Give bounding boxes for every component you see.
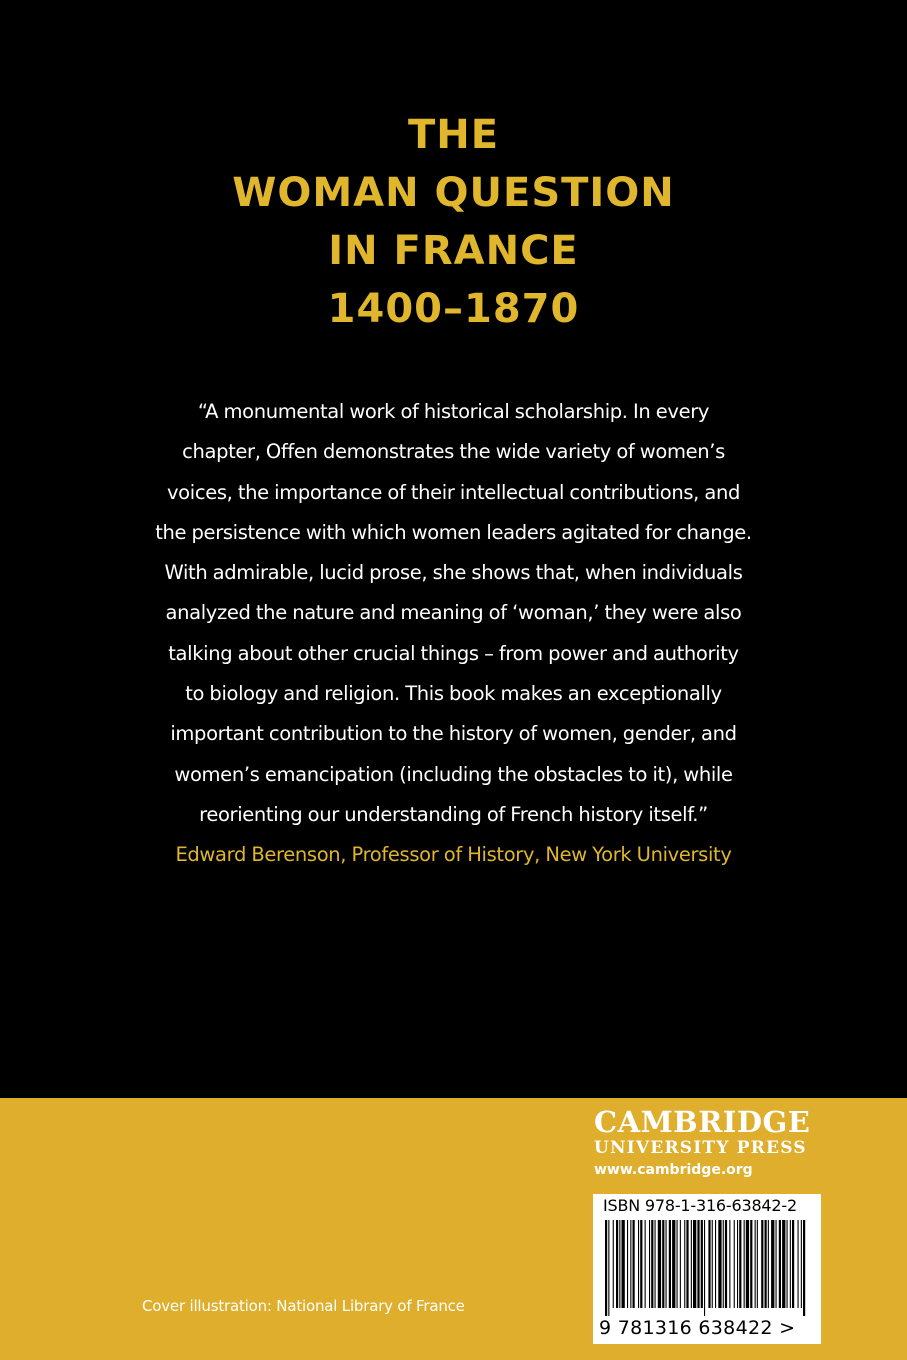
barcode-bar — [768, 1220, 769, 1308]
barcode-bar — [613, 1220, 614, 1308]
barcode-bar — [771, 1220, 774, 1308]
barcode-bar — [691, 1220, 692, 1308]
barcode-bar — [715, 1220, 716, 1308]
barcode-bar — [729, 1220, 730, 1308]
quote-line: analyzed the nature and meaning of ‘woman,’ they were also — [165, 601, 742, 625]
barcode-bar — [684, 1220, 685, 1308]
publisher-logo — [594, 1106, 824, 1182]
quote-line: important contribution to the history of women, gender, and — [170, 722, 737, 746]
barcode-bar — [801, 1220, 802, 1308]
barcode-bar — [697, 1220, 699, 1308]
barcode-bar — [782, 1220, 785, 1308]
barcode-bar — [686, 1220, 688, 1308]
barcode-bar — [627, 1220, 628, 1308]
title-years: 1400–1870 — [327, 286, 580, 332]
barcode-bar — [672, 1220, 675, 1308]
barcode-bar — [712, 1220, 713, 1308]
quote-line: “A monumental work of historical scholarship. In every — [197, 400, 710, 423]
barcode-digits: 9 781316 638422 > — [599, 1317, 796, 1339]
barcode-bar — [723, 1220, 724, 1308]
barcode-bar — [737, 1220, 738, 1308]
barcode-bar — [616, 1220, 618, 1308]
barcode-bar — [693, 1220, 696, 1308]
barcode-bar — [651, 1220, 653, 1308]
barcode-bar — [803, 1220, 805, 1316]
cover-credit: Cover illustration: National Library of France — [142, 1297, 465, 1315]
barcode-bar — [640, 1220, 642, 1308]
barcode-bar — [708, 1220, 710, 1308]
barcode-bar — [677, 1220, 678, 1308]
barcode-bar — [605, 1220, 607, 1316]
quote-line: With admirable, lucid prose, she shows that, when individuals — [164, 561, 743, 585]
quote-line: talking about other crucial things – from power and authority — [168, 641, 739, 665]
quote-line: chapter, Offen demonstrates the wide variety of women’s — [182, 440, 725, 464]
barcode-bar — [750, 1220, 752, 1308]
barcode-bar — [725, 1220, 727, 1308]
barcode-bar — [622, 1220, 625, 1308]
barcode — [593, 1194, 821, 1344]
barcode-bar — [669, 1220, 671, 1308]
quote-line: voices, the importance of their intellectual contributions, and — [166, 480, 741, 504]
barcode-bar — [792, 1220, 794, 1308]
barcode-bar — [787, 1220, 788, 1308]
title-line-3: IN FRANCE — [328, 228, 579, 274]
barcode-bar — [739, 1220, 741, 1308]
barcode-bar — [765, 1220, 767, 1308]
publisher-name: CAMBRIDGE — [594, 1105, 811, 1139]
barcode-bar — [630, 1220, 631, 1308]
title-line-2: WOMAN QUESTION — [232, 170, 675, 216]
barcode-bar — [757, 1220, 758, 1308]
barcode-bar — [755, 1220, 756, 1308]
quote-line: reorienting our understanding of French history itself.” — [199, 802, 708, 826]
publisher-url: www.cambridge.org — [594, 1162, 753, 1178]
barcode-bar — [761, 1220, 763, 1308]
barcode-bar — [701, 1220, 703, 1308]
barcode-bar — [655, 1220, 656, 1308]
barcode-bar — [649, 1220, 650, 1308]
barcode-bar — [790, 1220, 791, 1308]
barcode-bar — [704, 1220, 705, 1316]
quote-line: the persistence with which women leaders agitated for change. — [155, 520, 752, 544]
title-line-1: THE — [407, 112, 500, 158]
barcode-bar — [779, 1220, 781, 1308]
barcode-bar — [662, 1220, 664, 1308]
barcode-bar — [744, 1220, 745, 1308]
barcode-bars — [601, 1220, 813, 1316]
barcode-bar — [638, 1220, 639, 1308]
quote-attribution: Edward Berenson, Professor of History, New York University — [175, 843, 732, 866]
barcode-bar — [680, 1220, 681, 1308]
quote-line: women’s emancipation (including the obstacles to it), while — [174, 762, 733, 786]
barcode-bar — [645, 1220, 646, 1308]
barcode-bar — [608, 1220, 609, 1316]
barcode-bar — [776, 1220, 777, 1308]
isbn-label: ISBN 978-1-316-63842-2 — [603, 1196, 797, 1215]
barcode-bar — [798, 1220, 799, 1308]
publisher-band — [0, 1098, 907, 1360]
barcode-bar — [734, 1220, 735, 1308]
book-title — [0, 106, 907, 338]
barcode-bar — [658, 1220, 661, 1308]
barcode-bar — [666, 1220, 667, 1308]
quote-line: to biology and religion. This book makes an exceptionally — [185, 682, 722, 706]
endorsement-quote — [118, 392, 789, 835]
publisher-subtitle: UNIVERSITY PRESS — [594, 1138, 807, 1158]
barcode-bar — [633, 1220, 635, 1308]
barcode-bar — [746, 1220, 749, 1308]
barcode-bar — [619, 1220, 620, 1308]
barcode-bar — [718, 1220, 721, 1308]
